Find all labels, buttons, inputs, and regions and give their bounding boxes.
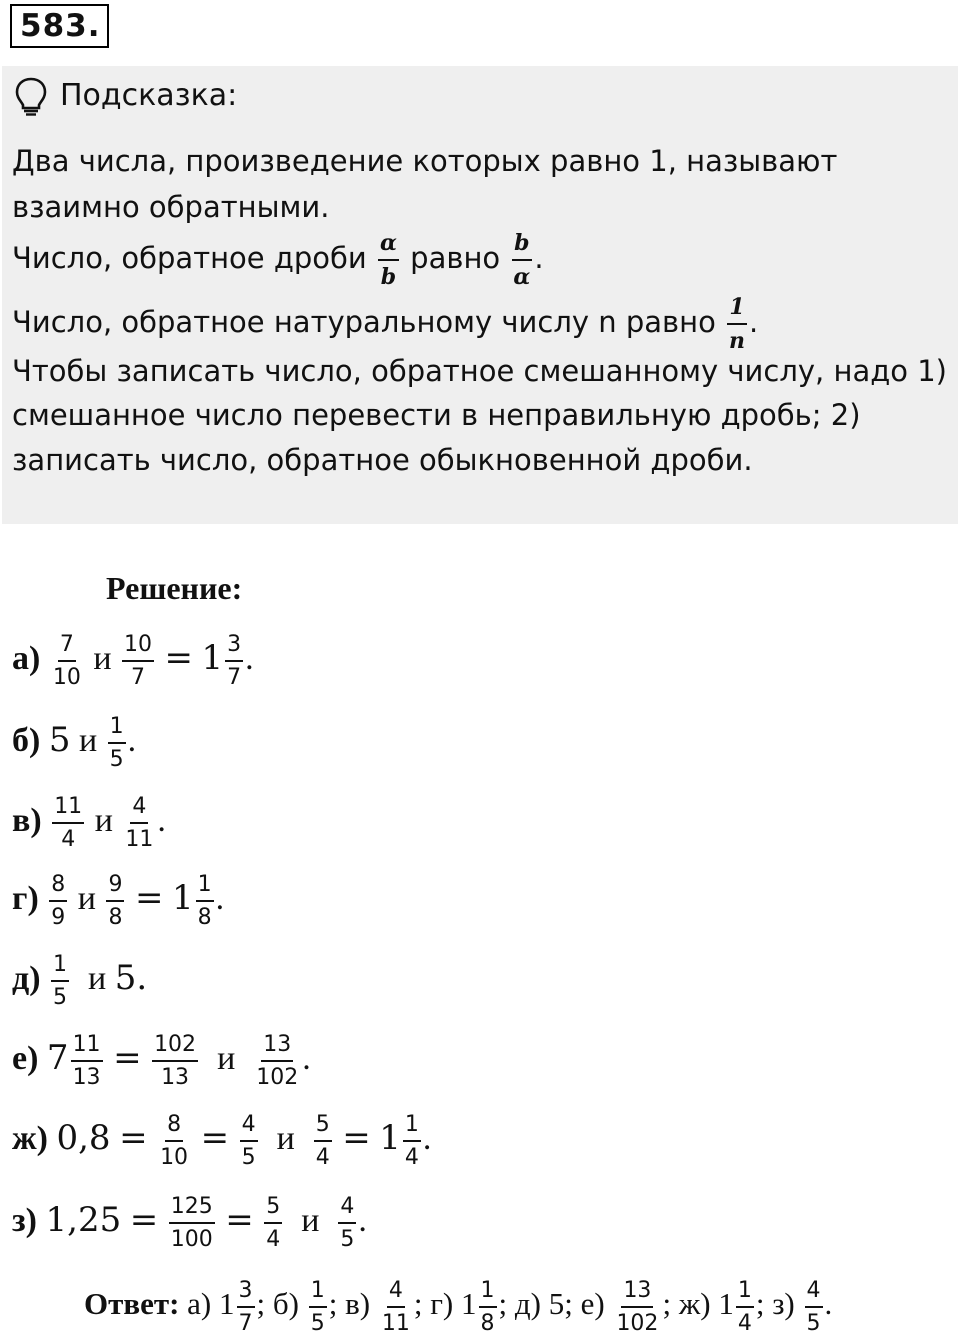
hint-line-3-text-a: Число, обратное дроби: [12, 241, 367, 275]
hint-line-2: взаимно обратными.: [12, 190, 330, 224]
solution-title: Решение:: [106, 570, 243, 606]
hint-title: Подсказка:: [60, 78, 238, 113]
hint-line-3-text-b: равно: [410, 241, 501, 275]
fraction-b-over-a: $\frac{b}{\alpha}$: [513, 230, 531, 290]
solution-row-g: г) $\frac{8}{9}$ и $\frac{9}{8}$ = 1 $\frac{1}{8}$ .: [12, 872, 225, 930]
solution-row-d: д) $\frac{1}{5}$ и 5.: [12, 952, 148, 1010]
hint-line-6: смешанное число перевести в неправильную дробь; 2): [12, 398, 861, 432]
solution-row-a: а) $\frac{7}{10}$ и $\frac{10}{7}$ = 1 $\frac{3}{7}$ .: [12, 632, 254, 690]
answer-label: Ответ:: [84, 1286, 180, 1322]
solution-row-zh: ж) 0,8 = $\frac{8}{10}$ = $\frac{4}{5}$ и $\frac{5}{4}$ = 1 $\frac{1}{4}$ .: [12, 1112, 432, 1170]
fraction-a-over-b: $\frac{\alpha}{b}$: [380, 230, 397, 290]
solution-row-z: з) 1,25 = $\frac{125}{100}$ = $\frac{5}{4}$ и $\frac{4}{5}$ .: [12, 1194, 367, 1252]
lightbulb-icon: [14, 76, 48, 116]
solution-row-b: б) 5 и $\frac{1}{5}$ .: [12, 714, 137, 772]
hint-line-3: Число, обратное дроби $\frac{\alpha}{b}$ равно $\frac{b}{\alpha}$ .: [12, 230, 544, 290]
hint-line-4-text: Число, обратное натуральному числу n равно: [12, 305, 716, 339]
answer-line: Ответ: а) 1 $\frac{3}{7}$ ; б) $\frac{1}{5}$ ; в) $\frac{4}{11}$ ; г) 1 $\frac{1}{8}$ ; д) 5; е) $\frac{13}{102}$ ; ж) 1 $\frac{1}{4}$ ; з) $\frac{4}{5}$ .: [84, 1278, 833, 1336]
problem-number: 583.: [10, 4, 109, 48]
hint-line-4: Число, обратное натуральному числу n равно $\frac{1}{n}$ .: [12, 294, 759, 354]
solution-row-v: в) $\frac{11}{4}$ и $\frac{4}{11}$ .: [12, 794, 166, 852]
solution-row-e: е) 7 $\frac{11}{13}$ = $\frac{102}{13}$ и $\frac{13}{102}$ .: [12, 1032, 311, 1090]
hint-line-1: Два числа, произведение которых равно 1, называют: [12, 144, 838, 178]
fraction-1-over-n: $\frac{1}{n}$: [729, 294, 746, 354]
hint-line-7: записать число, обратное обыкновенной дроби.: [12, 443, 753, 477]
hint-line-5: Чтобы записать число, обратное смешанному числу, надо 1): [12, 354, 947, 388]
